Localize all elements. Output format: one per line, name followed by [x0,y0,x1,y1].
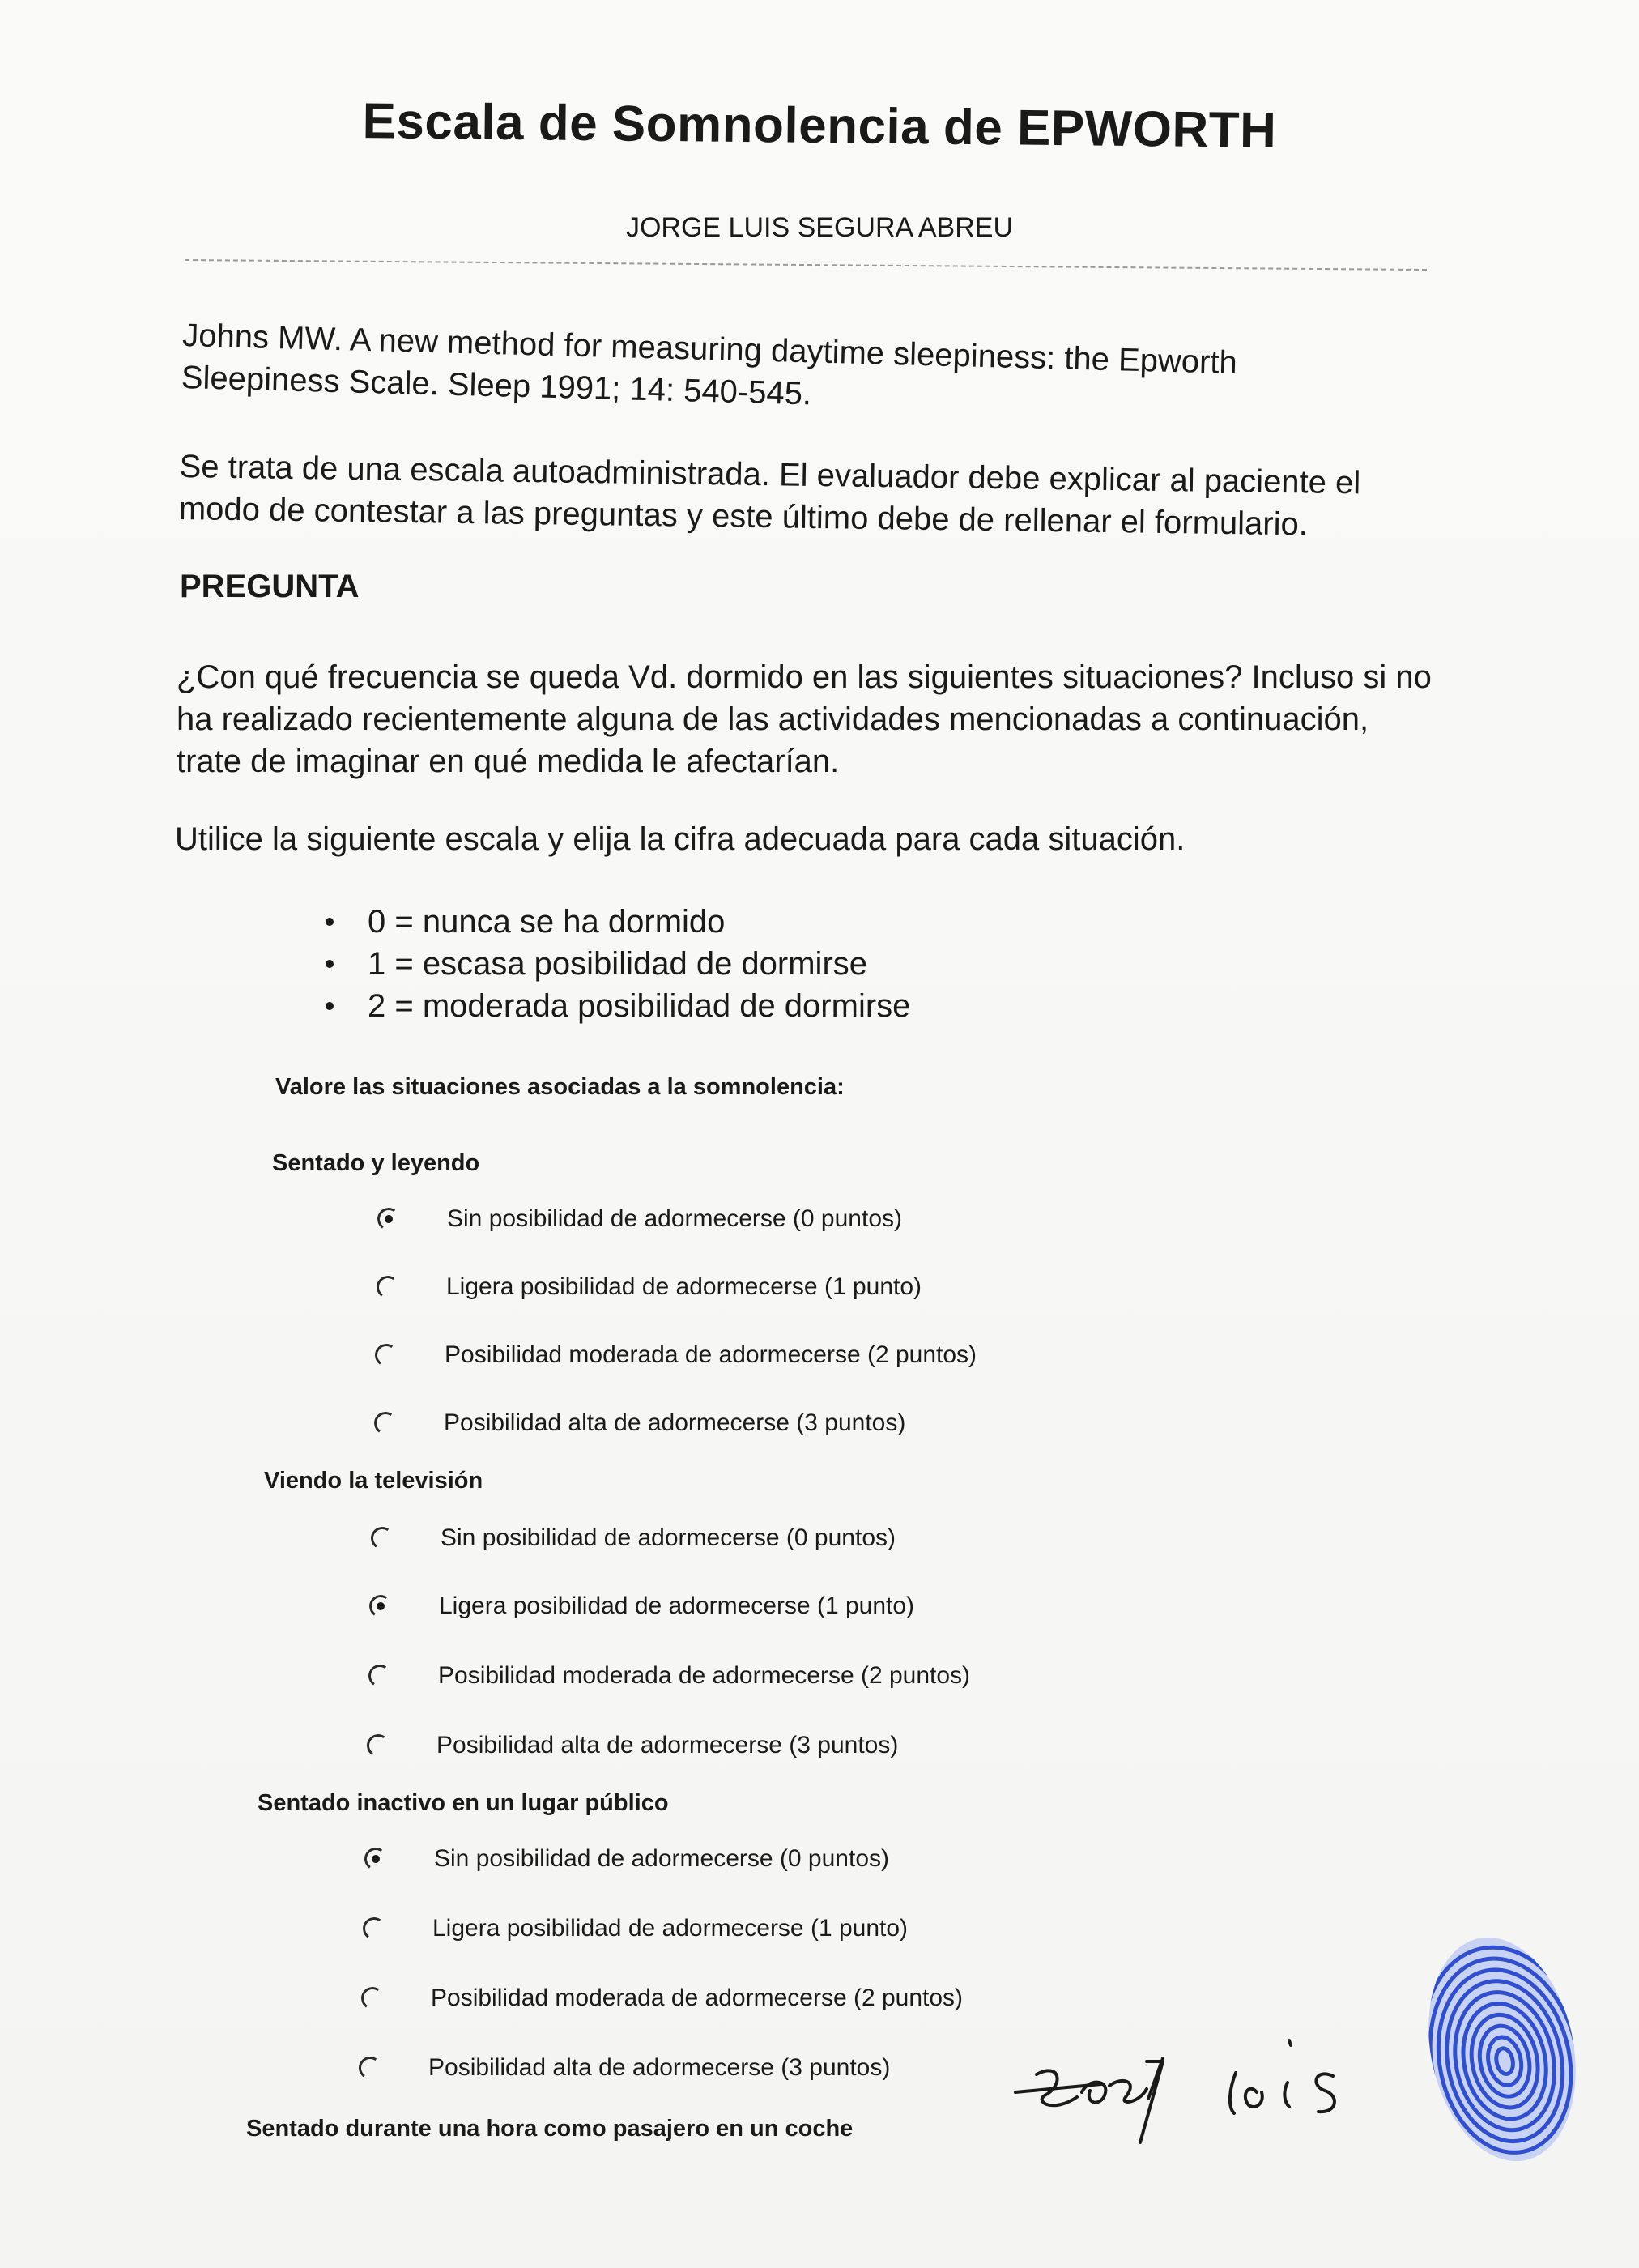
option-label: Posibilidad alta de adormecerse (3 puntos) [436,1732,899,1759]
radio-option[interactable] [375,1341,977,1369]
scale-item [326,985,910,1027]
bullet-icon [326,918,334,926]
document-title: Escala de Somnolencia de EPWORTH [362,93,1277,159]
scale-item-label: 2 = moderada posibilidad de dormirse [368,988,911,1024]
rate-prompt: Valore las situaciones asociadas a la somnolencia: [275,1074,845,1100]
radio-option[interactable] [368,1662,970,1690]
scale-item [326,901,910,943]
option-label: Ligera posibilidad de adormecerse (1 punto) [432,1915,909,1942]
radio-option[interactable] [369,1592,914,1620]
radio-empty-icon[interactable] [357,2055,383,2081]
radio-option[interactable] [371,1524,896,1552]
section-label-tv: Viendo la televisión [264,1468,483,1494]
radio-option[interactable] [364,1845,889,1873]
intro-paragraph: Se trata de una escala autoadministrada. El evaluador debe explicar al paciente el modo de contestar a las preguntas y este último debe de rellenar el formulario. [178,448,1361,543]
option-label: Ligera posibilidad de adormecerse (1 punto) [446,1273,922,1300]
section-label-car-passenger: Sentado durante una hora como pasajero en un coche [246,2116,854,2142]
option-label: Sin posibilidad de adormecerse (0 puntos) [434,1845,889,1872]
option-label: Posibilidad alta de adormecerse (3 puntos) [428,2054,891,2081]
option-label: Posibilidad alta de adormecerse (3 puntos) [444,1409,906,1436]
section-label-reading: Sentado y leyendo [272,1150,480,1176]
scale-item [326,943,910,985]
radio-option[interactable] [367,1732,898,1759]
divider-line [185,259,1427,271]
author-name: JORGE LUIS SEGURA ABREU [625,212,1014,243]
reference-citation: Johns MW. A new method for measuring daytime sleepiness: the Epworth Sleepiness Scale. Sleep 1991; 14: 540-545. [181,317,1238,412]
radio-option[interactable] [374,1409,905,1437]
bullet-icon [326,960,334,968]
option-label: Ligera posibilidad de adormecerse (1 punto) [439,1592,915,1619]
radio-option[interactable] [363,1915,908,1942]
radio-empty-icon[interactable] [369,1525,395,1551]
radio-option[interactable] [377,1273,922,1301]
bullet-icon [326,1002,334,1010]
radio-option[interactable] [359,2054,890,2082]
option-label: Sin posibilidad de adormecerse (0 puntos) [441,1524,896,1551]
radio-empty-icon[interactable] [360,1985,385,2011]
radio-selected-icon[interactable] [376,1206,402,1232]
question-text: ¿Con qué frecuencia se queda Vd. dormido en las siguientes situaciones? Incluso si no ha realizado recientemente alguna de las actividades mencionadas a continuación, trate de imaginar en qué medida le afectarían. [177,659,1432,779]
radio-option[interactable] [361,1985,963,2012]
radio-selected-icon[interactable] [363,1846,389,1872]
radio-empty-icon[interactable] [372,1410,398,1436]
radio-option[interactable] [377,1205,902,1233]
option-label: Posibilidad moderada de adormecerse (2 puntos) [445,1341,977,1368]
question-heading: PREGUNTA [180,569,360,604]
radio-empty-icon[interactable] [373,1342,399,1368]
option-label: Posibilidad moderada de adormecerse (2 puntos) [438,1662,971,1689]
option-label: Posibilidad moderada de adormecerse (2 puntos) [431,1985,964,2011]
section-label-public-place: Sentado inactivo en un lugar público [258,1790,669,1816]
fingerprint-icon [1421,1928,1579,2171]
scale-item-label: 0 = nunca se ha dormido [368,904,726,940]
scale-instruction: Utilice la siguiente escala y elija la cifra adecuada para cada situación. [175,821,1186,857]
radio-empty-icon[interactable] [365,1733,391,1759]
radio-empty-icon[interactable] [375,1274,401,1300]
scale-list [326,901,910,1027]
option-label: Sin posibilidad de adormecerse (0 puntos) [447,1205,902,1232]
scale-item-label: 1 = escasa posibilidad de dormirse [368,946,868,982]
radio-selected-icon[interactable] [368,1593,394,1619]
radio-empty-icon[interactable] [367,1663,393,1689]
handwritten-signature [1004,2029,1377,2151]
radio-empty-icon[interactable] [361,1916,387,1942]
